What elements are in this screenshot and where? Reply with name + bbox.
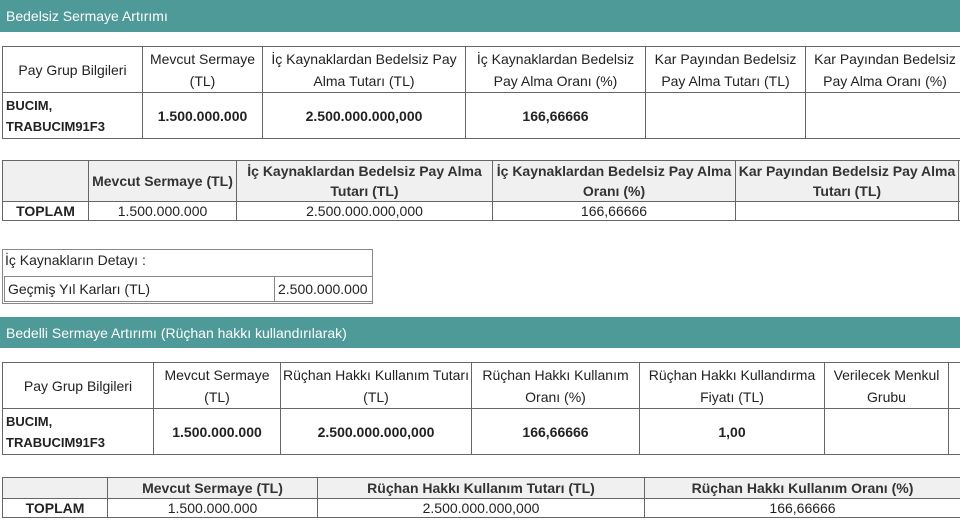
security-group-cell [825, 409, 949, 455]
total-internal-amount: 2.500.000.000,000 [237, 202, 493, 221]
col-header: Pay Grup Bilgileri [3, 363, 154, 409]
bedelsiz-table [2, 46, 960, 139]
total-label: TOPLAM [3, 202, 89, 221]
total-capital: 1.500.000.000 [108, 499, 318, 518]
col-header: Kar Payından Bedelsiz Pay Alma Tutarı (TL) [736, 161, 959, 202]
section-title: Bedelsiz Sermaye Artırımı [6, 8, 168, 24]
internal-rate-cell: 166,66666 [466, 93, 646, 139]
col-header: İç Kaynaklardan Bedelsiz Pay Alma Tutarı (TL) [237, 161, 493, 202]
col-header: Rüçhan Hakkı Kullanım Tutarı (TL) [318, 478, 645, 499]
internal-amount-cell: 2.500.000.000,000 [263, 93, 466, 139]
capital-cell: 1.500.000.000 [154, 409, 281, 455]
col-header: Verilecek Menkul Grubu [825, 363, 949, 409]
table-row [3, 409, 960, 455]
total-internal-rate: 166,66666 [493, 202, 736, 221]
bedelli-table [2, 362, 960, 455]
col-header: İç Kaynaklardan Bedelsiz Pay Alma Tutarı (TL) [263, 47, 466, 93]
details-label: Geçmiş Yıl Karları (TL) [5, 277, 275, 302]
bedelli-summary-table [2, 477, 960, 518]
summary-header-row [3, 161, 960, 202]
col-header: Rüçhan Hakkı Kullanım Oranı (%) [472, 363, 640, 409]
blank-header [949, 363, 960, 409]
col-header: İç Kaynaklardan Bedelsiz Pay Alma Oranı (%) [493, 161, 736, 202]
col-header: Mevcut Sermaye (TL) [154, 363, 281, 409]
col-header: Rüçhan Hakkı Kullanım Tutarı (TL) [281, 363, 472, 409]
details-value: 2.500.000.000 [275, 277, 373, 302]
col-header: Pay Grup Bilgileri [3, 47, 143, 93]
total-amount: 2.500.000.000,000 [318, 499, 645, 518]
table-header-row [3, 363, 960, 409]
col-header: Mevcut Sermaye (TL) [143, 47, 263, 93]
col-header: Mevcut Sermaye (TL) [108, 478, 318, 499]
blank-cell [949, 409, 960, 455]
col-header: Rüçhan Hakkı Kullanım Oranı (%) [645, 478, 960, 499]
bedelsiz-summary-table [2, 160, 960, 221]
dividend-rate-cell [806, 93, 960, 139]
price-cell: 1,00 [640, 409, 825, 455]
table-row [3, 93, 960, 139]
total-label: TOPLAM [3, 499, 108, 518]
summary-row [3, 202, 960, 221]
col-header: Rüçhan Hakkı Kullandırma Fiyatı (TL) [640, 363, 825, 409]
rate-cell: 166,66666 [472, 409, 640, 455]
summary-header-row [3, 478, 960, 499]
section-title: Bedelli Sermaye Artırımı (Rüçhan hakkı kullandırılarak) [6, 324, 347, 341]
amount-cell: 2.500.000.000,000 [281, 409, 472, 455]
section-bedelsiz-header [0, 0, 960, 32]
total-rate: 166,66666 [645, 499, 960, 518]
internal-details-table [4, 276, 373, 302]
total-dividend-amount [736, 202, 959, 221]
total-capital: 1.500.000.000 [89, 202, 237, 221]
blank-header [3, 161, 89, 202]
group-cell: BUCIM, TRABUCIM91F3 [3, 93, 143, 139]
dividend-amount-cell [646, 93, 806, 139]
col-header: Kar Payından Bedelsiz Pay Alma Oranı (%) [806, 47, 960, 93]
internal-details-title: İç Kaynakların Detayı : [5, 252, 146, 268]
capital-cell: 1.500.000.000 [143, 93, 263, 139]
blank-header [3, 478, 108, 499]
summary-row [3, 499, 960, 518]
section-bedelli-header [0, 317, 960, 348]
col-header: Kar Payından Bedelsiz Pay Alma Tutarı (TL) [646, 47, 806, 93]
table-header-row [3, 47, 960, 93]
col-header: Mevcut Sermaye (TL) [89, 161, 237, 202]
col-header: İç Kaynaklardan Bedelsiz Pay Alma Oranı (%) [466, 47, 646, 93]
group-cell: BUCIM, TRABUCIM91F3 [3, 409, 154, 455]
